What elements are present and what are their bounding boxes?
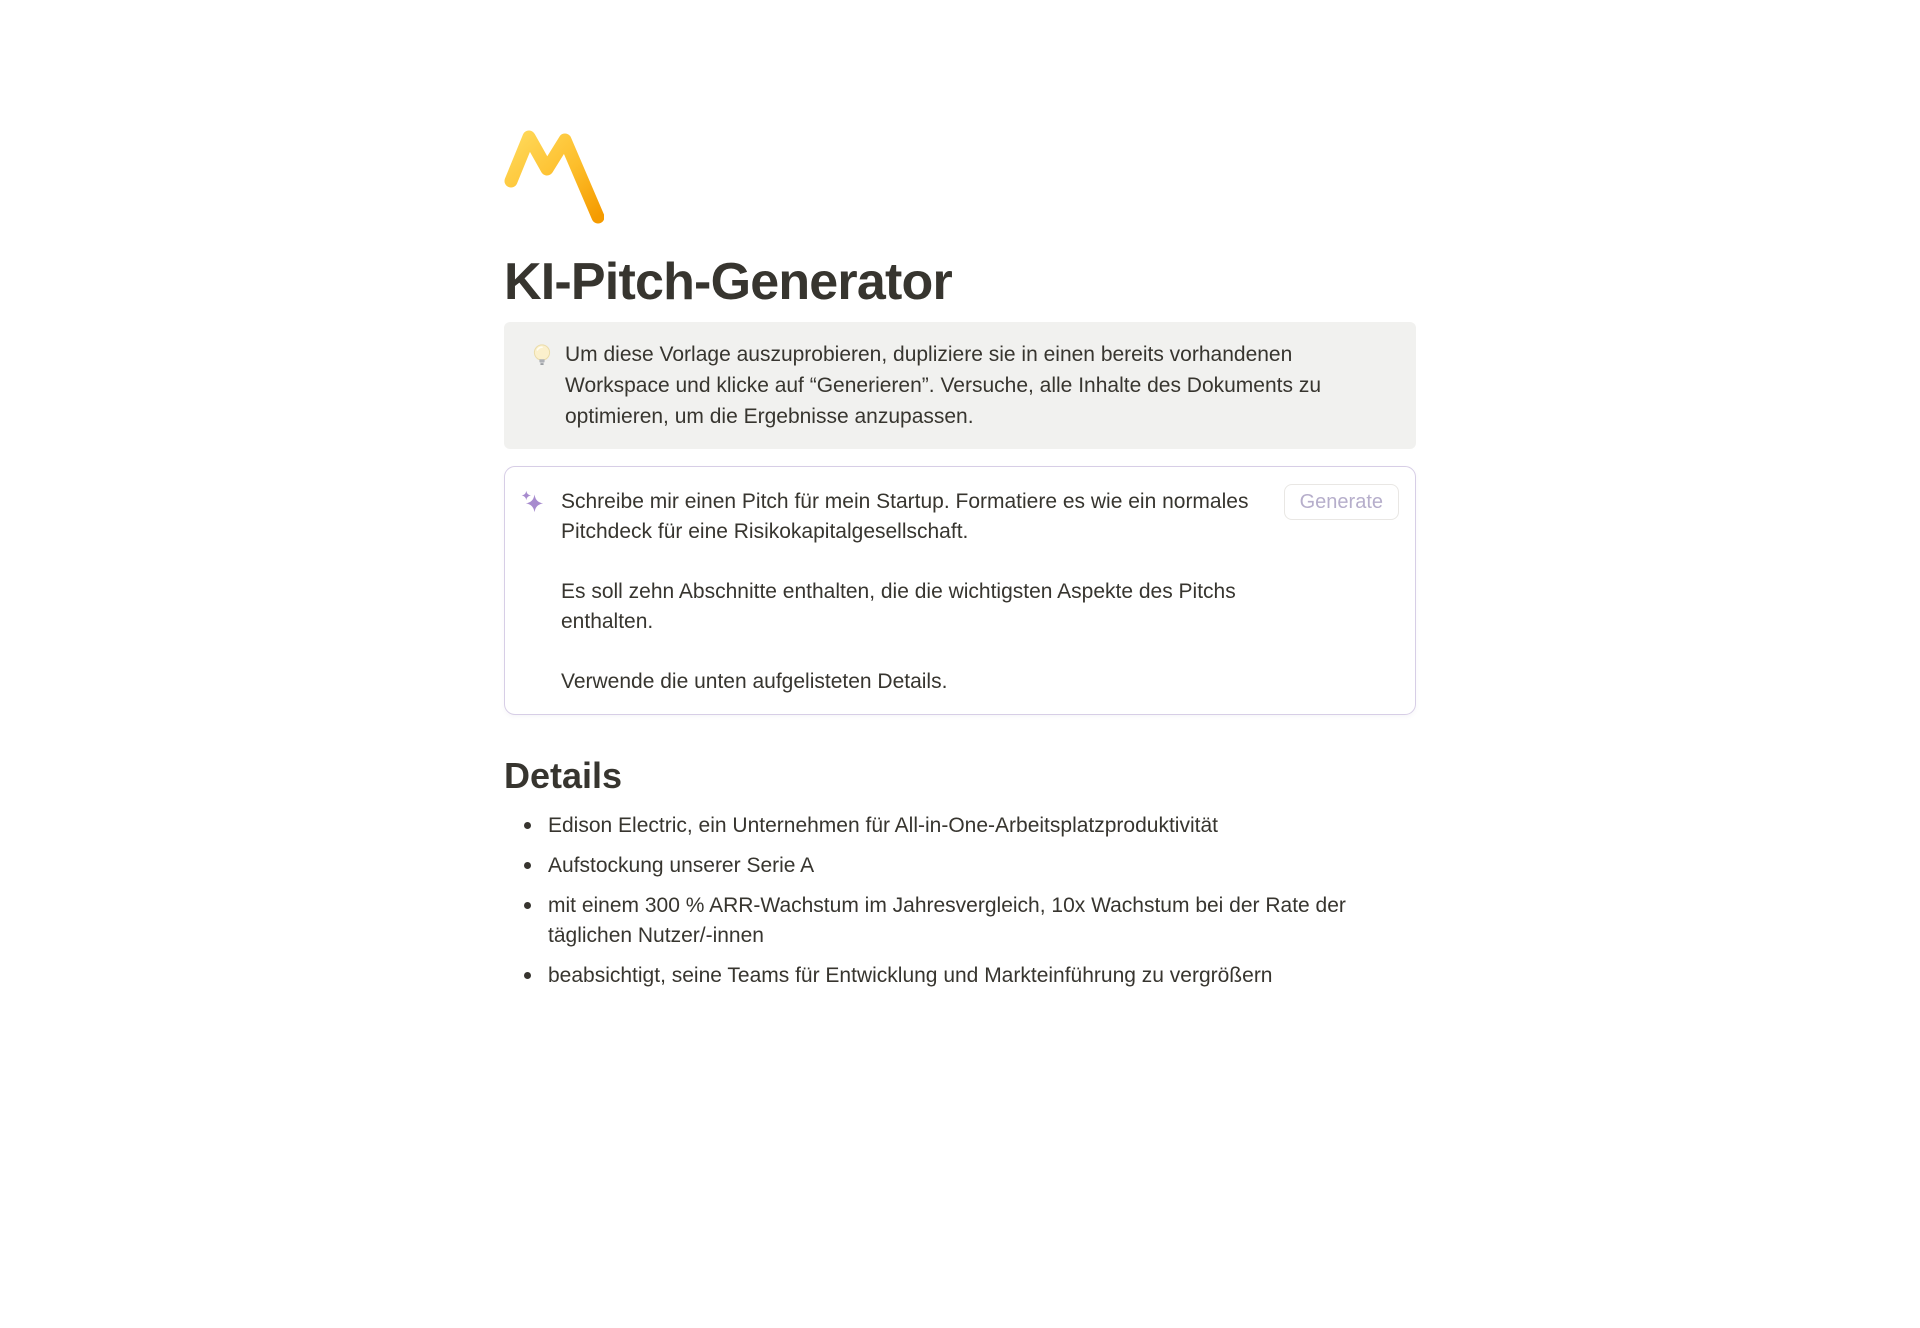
list-item-line: täglichen Nutzer/-innen bbox=[548, 924, 764, 947]
ai-prompt-paragraph bbox=[561, 577, 1268, 637]
details-heading: Details bbox=[504, 755, 623, 796]
ai-prompt-line: enthalten. bbox=[561, 610, 654, 633]
details-list bbox=[504, 811, 1416, 991]
list-item-line: beabsichtigt, seine Teams für Entwicklung und Markteinführung zu vergrößern bbox=[548, 964, 1273, 987]
page-icon[interactable] bbox=[504, 129, 604, 224]
ai-prompt-line: Es soll zehn Abschnitte enthalten, die die wichtigsten Aspekte des Pitchs bbox=[561, 580, 1236, 603]
page-body bbox=[504, 129, 1416, 991]
light-bulb-icon bbox=[529, 342, 555, 368]
list-item-line: Edison Electric, ein Unternehmen für All-in-One-Arbeitsplatzproduktivität bbox=[548, 814, 1218, 837]
callout-text bbox=[565, 339, 1321, 432]
list-item bbox=[504, 851, 1416, 881]
part-alternation-mark-icon bbox=[504, 211, 604, 228]
callout-block bbox=[504, 322, 1416, 449]
sparkles-icon bbox=[520, 490, 544, 514]
ai-prompt-line: Schreibe mir einen Pitch für mein Startup. Formatiere es wie ein normales bbox=[561, 490, 1249, 513]
page-title[interactable]: KI-Pitch-Generator bbox=[504, 253, 952, 311]
callout-line: Workspace und klicke auf “Generieren”. Versuche, alle Inhalte des Dokuments zu bbox=[565, 374, 1321, 397]
ai-prompt-paragraph bbox=[561, 667, 1268, 697]
callout-line: Um diese Vorlage auszuprobieren, dupliziere sie in einen bereits vorhandenen bbox=[565, 343, 1293, 366]
ai-prompt-paragraph bbox=[561, 487, 1268, 547]
callout-line: optimieren, um die Ergebnisse anzupassen. bbox=[565, 405, 974, 428]
generate-button[interactable]: Generate bbox=[1284, 484, 1399, 520]
list-item bbox=[504, 891, 1416, 951]
list-item-line: Aufstockung unserer Serie A bbox=[548, 854, 815, 877]
list-item-line: mit einem 300 % ARR-Wachstum im Jahresvergleich, 10x Wachstum bei der Rate der bbox=[548, 894, 1346, 917]
ai-prompt-block bbox=[504, 466, 1416, 715]
list-item bbox=[504, 811, 1416, 841]
ai-prompt-line: Pitchdeck für eine Risikokapitalgesellschaft. bbox=[561, 520, 969, 543]
ai-prompt-line: Verwende die unten aufgelisteten Details. bbox=[561, 670, 948, 693]
ai-prompt-text[interactable] bbox=[561, 487, 1268, 697]
list-item bbox=[504, 961, 1416, 991]
